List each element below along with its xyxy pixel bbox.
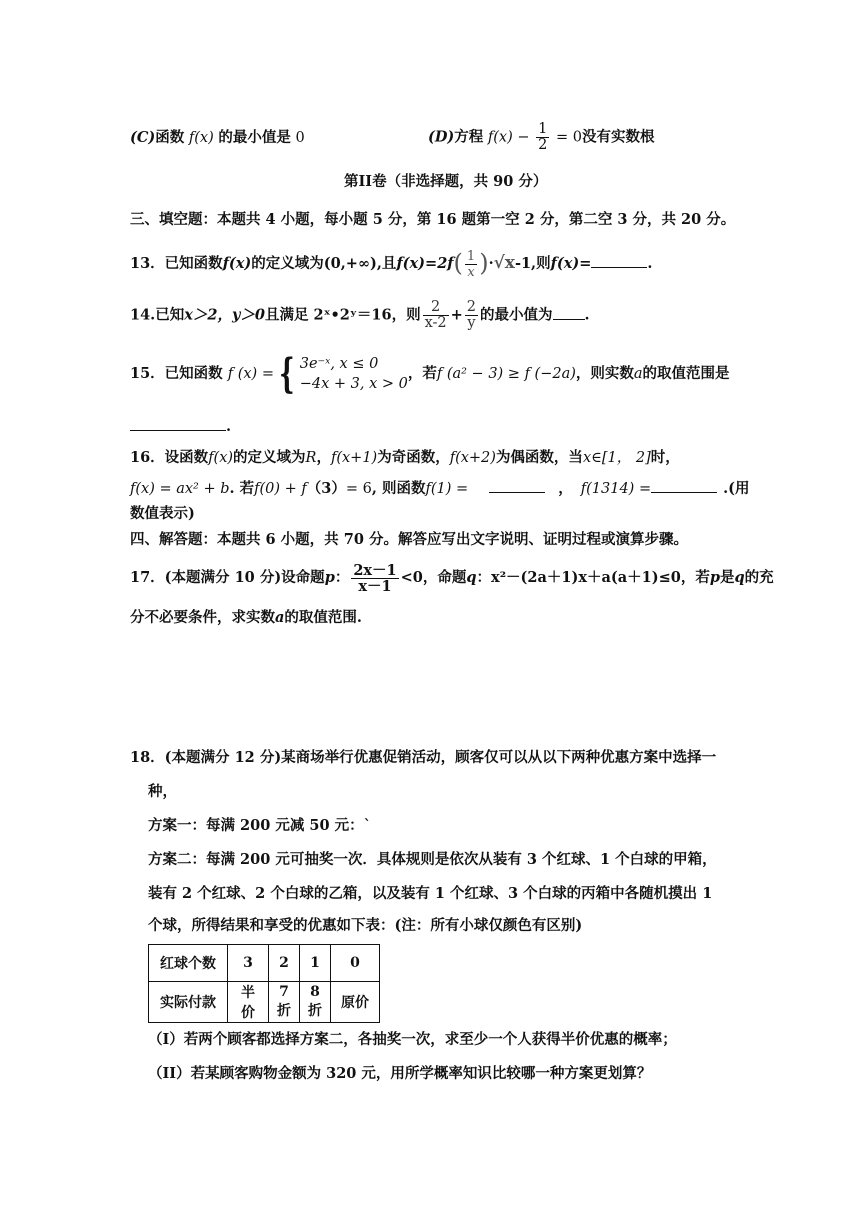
question-16-line-1 — [130, 448, 680, 468]
q15-suffix: 的取值范围是 — [642, 365, 730, 382]
table-cell: 红球个数 — [149, 945, 228, 982]
q15-cases — [300, 354, 408, 394]
table-cell: 2 — [269, 945, 300, 982]
option-d-fraction — [536, 122, 549, 153]
q16-l2-def: f(x) = ax² + b — [130, 481, 230, 497]
q14-answer-blank[interactable] — [553, 305, 585, 320]
question-15-answer-line — [130, 416, 231, 437]
q16-l1-d: 为奇函数， — [377, 449, 450, 466]
q17-p2: p — [709, 569, 720, 586]
q15-fx: f (x) = — [227, 366, 274, 382]
q15-ineq: f (a² − 3) ≥ f (−2a) — [436, 366, 576, 382]
q15-text: ，则实数 — [575, 365, 634, 382]
q13-dot: · — [488, 255, 494, 272]
table-cell: 8 折 — [300, 982, 331, 1023]
q15-end: . — [226, 418, 232, 435]
q16-l2-f1: f(1) = — [425, 481, 469, 497]
q17-a: a — [275, 609, 285, 626]
q14-f2-den: y — [467, 315, 476, 331]
q17-prefix: 17．(本题满分 10 分)设命题 — [130, 569, 325, 586]
q14-end: . — [584, 306, 590, 324]
q16-l2-b: , 则函数 — [371, 480, 426, 497]
offer-table — [148, 944, 380, 1023]
q13-fx2: f(x)= — [550, 255, 592, 272]
question-13 — [130, 248, 652, 280]
option-d-den: 2 — [538, 137, 548, 153]
table-cell: 半价 — [228, 982, 269, 1023]
table-cell: 7 折 — [269, 982, 300, 1023]
q16-l1-R: R — [305, 450, 317, 466]
q13-sqrt: √x — [493, 253, 515, 273]
question-18-line-1: 18．(本题满分 12 分)某商场举行优惠促销活动，顾客仅可以从以下两种优惠方案中选择一 — [130, 749, 717, 766]
option-d-text2: 没有实数根 — [581, 128, 655, 146]
q17-ineq: ：x²－(2a＋1)x＋a(a＋1)≤0，若 — [476, 569, 710, 586]
q13-paren-fraction: ( $\frac{1}{x}$ ) — [453, 249, 489, 280]
table-row — [149, 945, 380, 982]
q17-q: q — [466, 569, 477, 586]
table-row — [149, 982, 380, 1023]
q15-mid: ，若 — [407, 365, 437, 382]
q13-frac-den: x — [467, 265, 475, 280]
option-d-text1: 方程 — [454, 128, 484, 146]
q16-answer-blank-2[interactable] — [651, 478, 717, 493]
question-18-part-2: （II）若某顾客购物金额为 320 元，用所学概率知识比较哪一种方案更划算？ — [148, 1065, 652, 1082]
q17-lt: <0，命题 — [400, 569, 467, 586]
section-title: 第II卷（非选择题，共 90 分） — [344, 173, 548, 190]
q14-prefix: 14.已知 — [130, 306, 185, 324]
q17-num: 2x－1 — [353, 561, 397, 579]
option-c-text1: 函数 — [155, 129, 185, 146]
q15-brace: { — [279, 350, 295, 397]
question-15 — [130, 352, 730, 396]
table-cell: 原价 — [331, 982, 380, 1023]
q14-f1-num: 2 — [423, 300, 449, 316]
q16-l1-f: 时， — [650, 449, 680, 466]
question-18-line-2: 种， — [148, 783, 177, 800]
q14-plus: + — [450, 306, 463, 324]
q16-l2-comma: ， — [558, 480, 573, 497]
q16-l1-f2: f(x+2) — [449, 450, 496, 466]
q17-q2: q — [734, 569, 745, 586]
q17-tail: 的充 — [744, 569, 774, 586]
table-cell: 3 — [228, 945, 269, 982]
option-d-func: f(x) − — [487, 129, 530, 146]
plan-2-line-3: 个球，所得结果和享受的优惠如下表：(注：所有小球仅颜色有区别) — [148, 917, 583, 934]
question-16-line-2 — [130, 478, 750, 499]
q14-f1-den: x-2 — [424, 315, 447, 331]
q13-fx: f(x) — [222, 255, 252, 272]
q16-l2-cond3: = 6 — [345, 481, 372, 497]
plan-2-line-2: 装有 2 个红球、2 个白球的乙箱，以及装有 1 个红球、3 个白球的丙箱中各随机摸出 1 — [148, 885, 713, 902]
question-17-line-1 — [130, 560, 774, 596]
option-c-value: 0 — [295, 130, 305, 146]
q13-answer-blank[interactable] — [591, 253, 647, 268]
question-18-part-1: （I）若两个顾客都选择方案二，各抽奖一次，求至少一个人获得半价优惠的概率； — [148, 1031, 677, 1048]
q13-text: 的定义域为(0,+∞),且 — [251, 255, 397, 272]
q16-l1-e: 为偶函数，当 — [495, 449, 583, 466]
q15-prefix: 15．已知函数 — [130, 365, 223, 382]
q16-l1-b: 的定义域为 — [233, 449, 306, 466]
q15-answer-blank[interactable] — [130, 416, 226, 431]
question-14 — [130, 300, 590, 331]
option-d-eq: = 0 — [555, 129, 582, 146]
plan-1: 方案一：每满 200 元减 50 元：` — [148, 817, 371, 834]
q16-l1-interval: x∈[1， 2] — [582, 450, 651, 466]
question-17-line-2 — [130, 608, 362, 628]
q13-frac-num: 1 — [466, 249, 476, 264]
q14-fraction-1 — [423, 300, 449, 331]
table-cell: 实际付款 — [149, 982, 228, 1023]
q17-fraction — [351, 563, 398, 594]
q17-p: p — [324, 569, 335, 586]
q14-f2-num: 2 — [466, 299, 477, 315]
q15-var: a — [633, 366, 643, 382]
q14-suffix: 的最小值为 — [480, 306, 553, 324]
q17-line2-end: 的取值范围. — [284, 609, 362, 626]
option-d-label: (D) — [428, 128, 455, 146]
part4-heading: 四、解答题：本题共 6 小题，共 70 分。解答应写出文字说明、证明过程或演算步骤。 — [130, 531, 688, 548]
option-c-func: f(x) — [188, 130, 214, 146]
q16-l1-a: 16．设函数 — [130, 449, 209, 466]
q16-l1-c: ， — [316, 449, 331, 466]
option-d — [428, 122, 654, 153]
q13-suffix: -1,则 — [514, 255, 551, 272]
q15-case-1: 3e⁻ˣ, x ≤ 0 — [299, 356, 379, 372]
question-16-line-3: 数值表示) — [130, 505, 195, 522]
q17-colon: ： — [334, 569, 350, 586]
q16-l2-cond2: （3） — [306, 480, 346, 497]
q17-den: x－1 — [358, 577, 392, 595]
option-d-num: 1 — [538, 121, 548, 137]
q16-l1-fx: f(x) — [208, 450, 234, 466]
table-cell: 1 — [300, 945, 331, 982]
q14-fraction-2 — [465, 300, 478, 331]
plan-2-line-1: 方案二：每满 200 元可抽奖一次．具体规则是依次从装有 3 个红球、1 个白球的甲箱， — [148, 851, 717, 868]
q15-case-2: −4x + 3, x > 0 — [299, 376, 408, 392]
q14-text: 且满足 2ˣ•2ʸ＝16，则 — [264, 306, 421, 324]
option-c — [130, 128, 305, 148]
part3-heading: 三、填空题：本题共 4 小题，每小题 5 分，第 16 题第一空 2 分，第二空 3 分，共 20 分。 — [130, 211, 736, 228]
q17-line2: 分不必要条件，求实数 — [130, 609, 275, 626]
q13-eq: f(x)=2f — [396, 255, 454, 272]
q13-prefix: 13．已知函数 — [130, 255, 223, 272]
q16-l2-end: .(用 — [723, 480, 750, 497]
q16-l2-cond1: f(0) + f — [254, 481, 307, 497]
table-cell: 0 — [331, 945, 380, 982]
q14-cond: x＞2，y＞0 — [184, 306, 265, 324]
q16-l2-a: . 若 — [229, 480, 255, 497]
option-c-text2: 的最小值是 — [218, 129, 291, 146]
q17-text: 是 — [719, 569, 735, 586]
option-c-label: (C) — [130, 129, 156, 146]
q16-l2-f1314: f(1314) = — [580, 481, 652, 497]
q16-answer-blank-1[interactable] — [489, 478, 545, 493]
q16-l1-f1: f(x+1) — [330, 450, 378, 466]
q13-end: . — [647, 255, 653, 272]
